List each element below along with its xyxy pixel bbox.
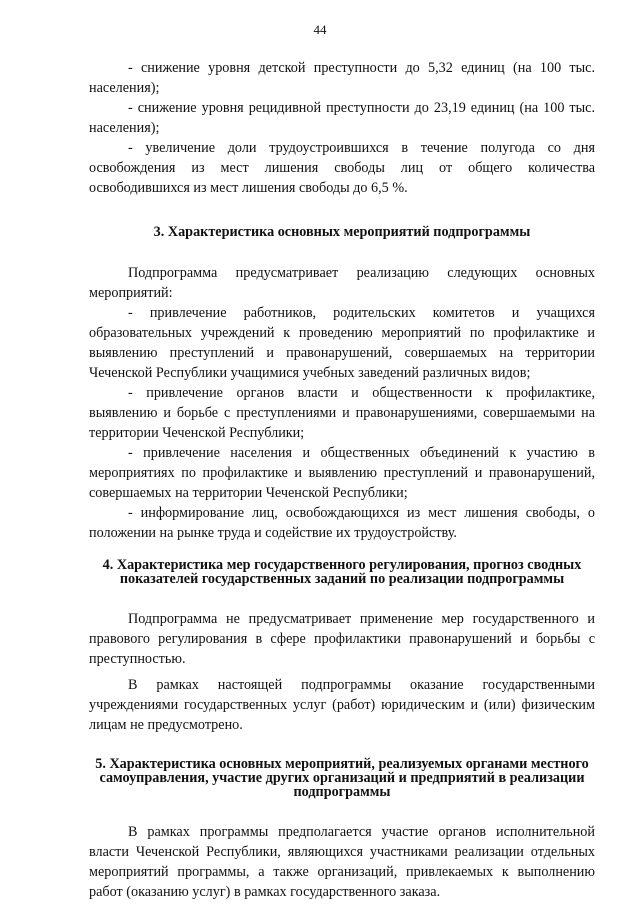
document-body — [89, 58, 595, 902]
section-5-paragraph-1: В рамках программы предполагается участие органов исполнительной власти Чеченской Республики, являющихся участниками реализации отдельных мероприятий программы, а также организаций, привлекаемых к выполнению работ (оказанию услуг) в рамках государственного заказа. — [89, 824, 595, 900]
intro-item-1: - снижение уровня детской преступности до 5,32 единиц (на 100 тыс. населения); — [89, 60, 595, 96]
section-4-paragraph-1: Подпрограмма не предусматривает применение мер государственного и правового регулирования в сфере профилактики правонарушений и борьбы с преступностью. — [89, 611, 595, 667]
section-3-item-2: - привлечение органов власти и общественности к профилактике, выявлению и борьбе с преступлениями и правонарушениями, совершаемыми на территории Чеченской Республики; — [89, 385, 595, 441]
section-5-heading: 5. Характеристика основных мероприятий, реализуемых органами местного самоуправления, участие других организаций и предприятий в реализации подпрограммы — [95, 756, 589, 800]
section-4-paragraph-2: В рамках настоящей подпрограммы оказание государственными учреждениями государственных услуг (работ) юридическим и (или) физическим лицам не предусмотрено. — [89, 677, 595, 733]
section-3-item-1: - привлечение работников, родительских комитетов и учащихся образовательных учреждений к проведению мероприятий по профилактике и выявлению преступлений и правонарушений, совершаемых на территории Чеченской Республики учащимися учебных заведений различных видов; — [89, 305, 595, 381]
intro-item-2: - снижение уровня рецидивной преступности до 23,19 единиц (на 100 тыс. населения); — [89, 100, 595, 136]
page-number: 44 — [313, 22, 327, 37]
intro-item-3: - увеличение доли трудоустроившихся в течение полугода со дня освобождения из мест лишения свободы лиц от общего количества освободившихся из мест лишения свободы до 6,5 %. — [89, 140, 595, 196]
section-4-heading: 4. Характеристика мер государственного регулирования, прогноз сводных показателей государственных заданий по реализации подпрограммы — [102, 557, 582, 587]
section-3-heading: 3. Характеристика основных мероприятий подпрограммы — [153, 224, 531, 240]
section-3-item-4: - информирование лиц, освобождающихся из мест лишения свободы, о положении на рынке труда и содействие их трудоустройству. — [89, 505, 595, 541]
section-3-intro: Подпрограмма предусматривает реализацию следующих основных мероприятий: — [89, 265, 595, 301]
section-3-item-3: - привлечение населения и общественных объединений к участию в мероприятиях по профилактике и выявлению преступлений и правонарушений, совершаемых на территории Чеченской Республики; — [89, 445, 595, 501]
